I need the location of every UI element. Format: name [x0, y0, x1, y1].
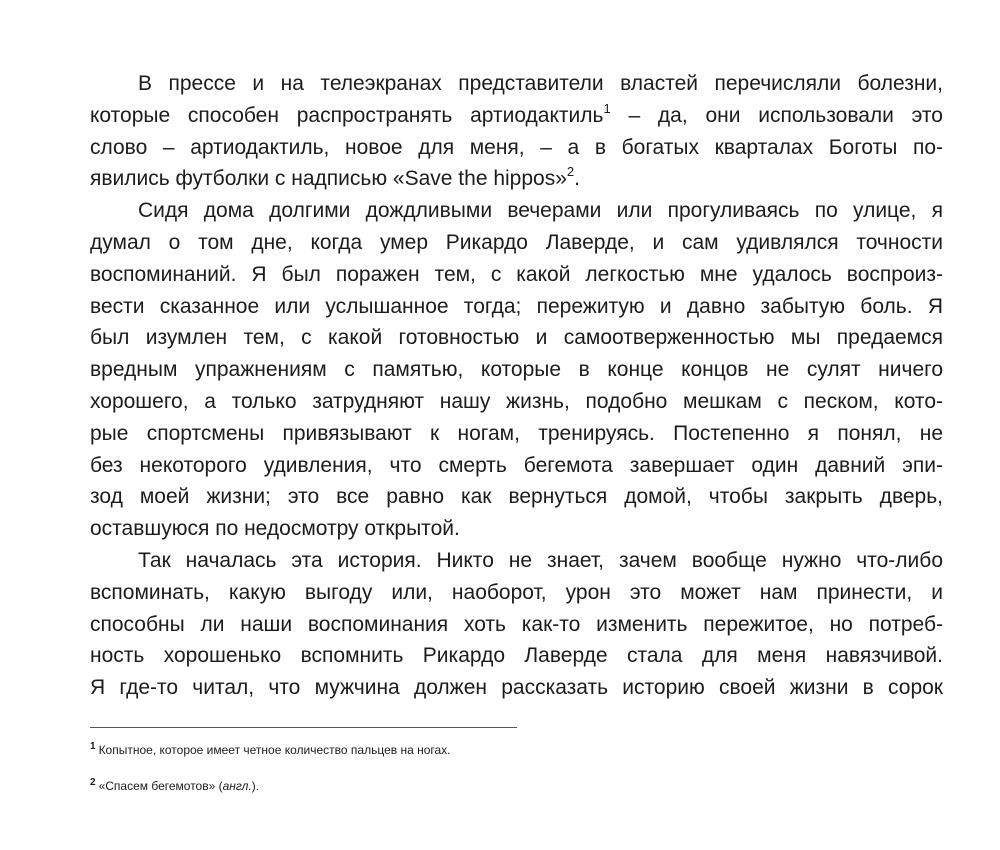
text-line: которые способен распространять артиодактиль$^1$ – да, они использовали это [90, 100, 943, 127]
text-line: думал о том дне, когда умер Рикардо Лаверде, и сам удивлялся точности [90, 230, 943, 254]
book-page-body [90, 68, 943, 704]
footnote-ref-2[interactable]: 2 [566, 164, 575, 180]
text-line: Так началась эта история. Никто не знает, зачем вообще нужно что-либо [138, 548, 943, 572]
text-line: был изумлен тем, с какой готовностью и самоотверженностью мы предаемся [90, 326, 943, 350]
text-line: вредным упражнениям с памятью, которые в конце концов не сулят ничего [90, 358, 943, 382]
text-line: воспоминаний. Я был поражен тем, с какой легкостью мне удалось воспроиз- [90, 262, 943, 286]
paragraph-2 [90, 195, 943, 545]
text-line: явились футболки с надписью «Save the hippos»$^2$. [90, 164, 580, 191]
text-line: хорошего, а только затрудняют нашу жизнь, подобно мешкам с песком, кото- [90, 389, 943, 413]
text-line: Я где-то читал, что мужчина должен рассказать историю своей жизни в сорок [90, 676, 943, 700]
text-line: рые спортсмены привязывают к ногам, тренируясь. Постепенно я понял, не [90, 421, 943, 445]
footnote-text: ). [251, 779, 260, 793]
text-line: зод моей жизни; это все равно как вернуться домой, чтобы закрыть дверь, [90, 485, 943, 509]
footnote-separator [90, 727, 517, 728]
text-line: Сидя дома долгими дождливыми вечерами или прогуливаясь по улице, я [138, 199, 943, 223]
text-line: В прессе и на телеэкранах представители властей перечисляли болезни, [138, 72, 943, 95]
footnotes [90, 738, 790, 810]
text-line: вести сказанное или услышанное тогда; пережитую и давно забытую боль. Я [90, 294, 943, 318]
footnote-number: 2 [90, 777, 96, 788]
footnote-text-italic: англ. [222, 779, 252, 793]
footnote-number: 1 [90, 741, 96, 752]
footnote-ref-1[interactable]: 1 [603, 100, 611, 116]
paragraph-1 [90, 68, 943, 195]
footnote-1 [90, 738, 790, 759]
text-line: способны ли наши воспоминания хоть как-то изменить пережитое, но потреб- [90, 612, 943, 636]
text-line: ность хорошенько вспомнить Рикардо Лаверде стала для меня навязчивой. [90, 644, 943, 668]
text-line: оставшуюся по недосмотру открытой. [90, 517, 460, 541]
text-line: без некоторого удивления, что смерть бегемота завершает один давний эпи- [90, 453, 943, 477]
text-line: вспоминать, какую выгоду или, наоборот, урон это может нам принести, и [90, 580, 943, 604]
footnote-text: Копытное, которое имеет четное количество пальцев на ногах. [98, 743, 451, 757]
text-line: слово – артиодактиль, новое для меня, – а в богатых кварталах Боготы по- [90, 135, 943, 159]
paragraph-3 [90, 545, 943, 704]
footnote-2 [90, 774, 790, 795]
footnote-text: «Спасем бегемотов» ( [98, 779, 223, 793]
